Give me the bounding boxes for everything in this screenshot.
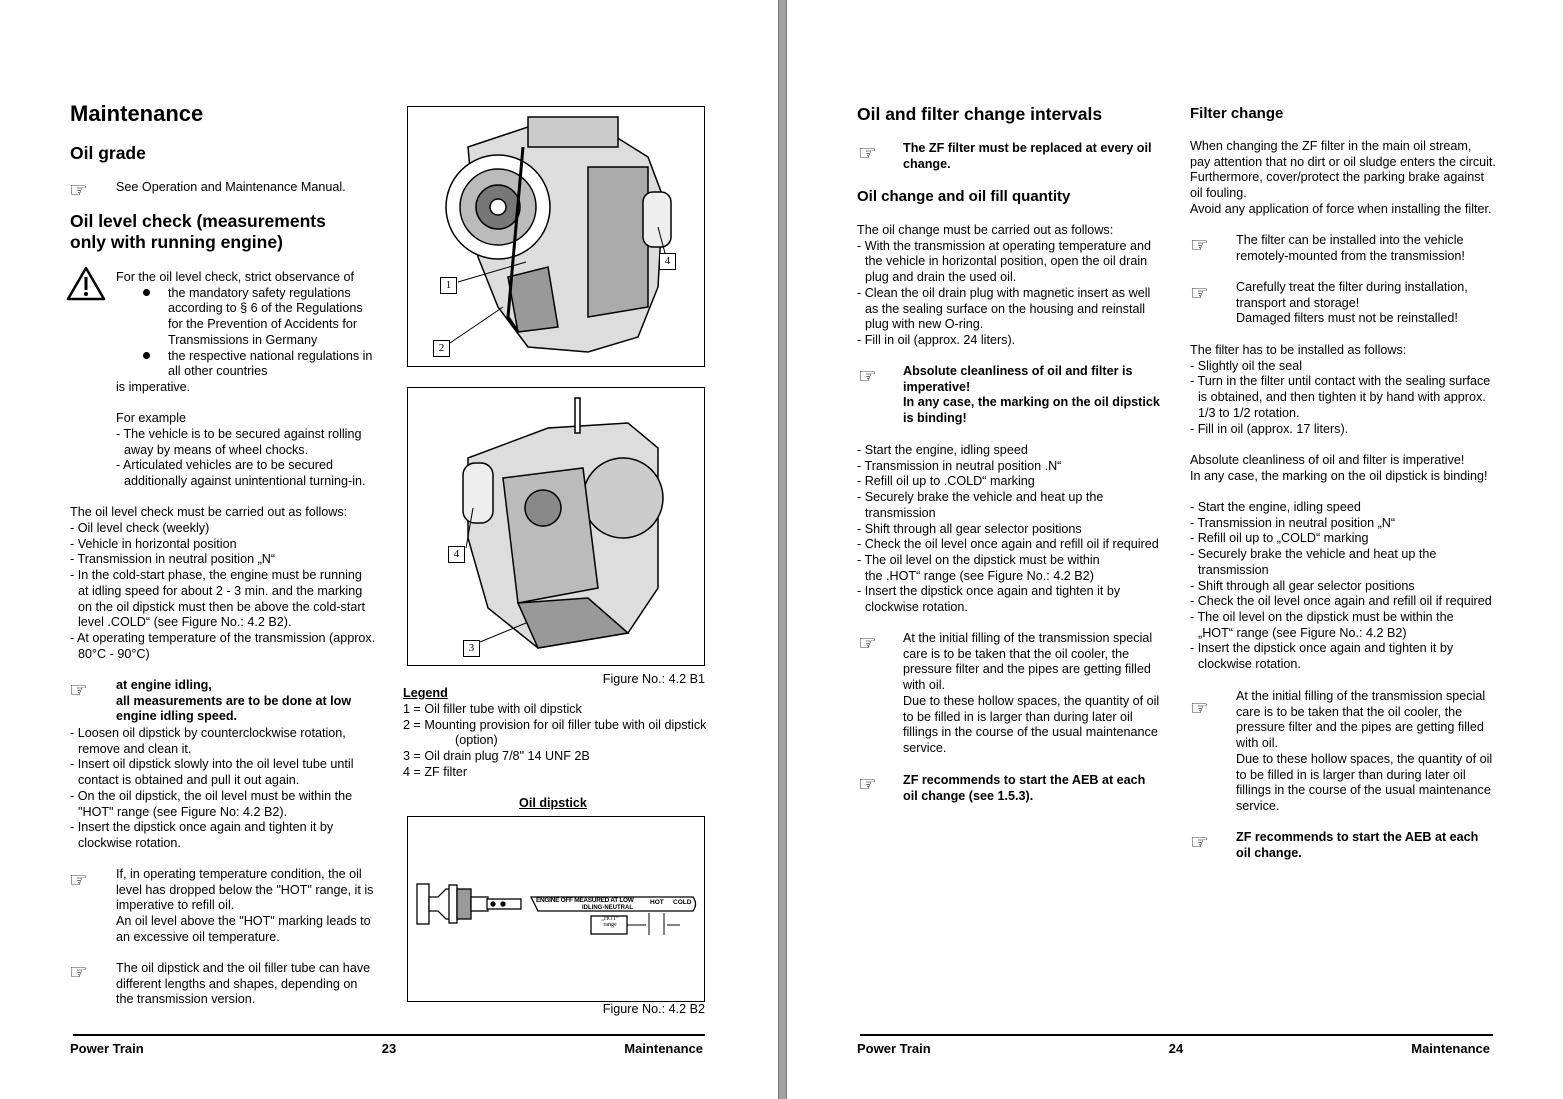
- text-line: The filter can be installed into the vehicle: [1236, 233, 1464, 247]
- transmission-drawing: [408, 107, 704, 366]
- list-item: [116, 458, 366, 489]
- list-item-line: - Oil level check (weekly): [70, 521, 210, 535]
- list-item-line: remove and clean it.: [78, 741, 192, 756]
- list-item-line: as the sealing surface on the housing and reinstall: [865, 301, 1146, 316]
- page-divider: [778, 0, 787, 1099]
- range-line-1: „HOT“: [601, 916, 619, 922]
- legend-title: Legend: [403, 686, 448, 700]
- footer-left: Power Train: [70, 1041, 144, 1056]
- text-line: Due to these hollow spaces, the quantity of oil: [1236, 751, 1493, 766]
- filter-aeb-note: [1236, 830, 1478, 861]
- list-item: [1190, 359, 1490, 375]
- list-item: [116, 427, 366, 458]
- list-item-line: - Check the oil level once again and refill oil if required: [857, 537, 1159, 552]
- list-item-line: - On the oil dipstick, the oil level must be within the: [70, 788, 353, 803]
- text-line: all measurements are to be done at low: [116, 693, 352, 708]
- bullet: [143, 289, 150, 296]
- list-item-line: away by means of wheel chocks.: [124, 442, 309, 457]
- callout-2: 2: [433, 340, 450, 357]
- list-item-line: level .COLD“ (see Figure No.: 4.2 B2).: [78, 615, 292, 630]
- text-line: ZF recommends to start the AEB at each: [1236, 830, 1479, 844]
- list-item-line: - Refill oil up to „COLD“ marking: [1190, 531, 1369, 546]
- list-item-line: - The vehicle is to be secured against rolling: [116, 427, 362, 441]
- text-line: At the initial filling of the transmission special: [903, 631, 1153, 645]
- list-item: [70, 726, 354, 757]
- list-item-line: - The oil level on the dipstick must be within: [857, 552, 1100, 567]
- list-item-line: clockwise rotation.: [78, 835, 181, 850]
- list-item-line: 2 = Mounting provision for oil filler tube with oil dipstick: [403, 717, 707, 732]
- page-number: 23: [381, 1041, 397, 1056]
- idle-note: [116, 678, 351, 725]
- list-item-line: - Fill in oil (approx. 24 liters).: [857, 332, 1016, 347]
- pointing-hand-icon: ☞: [1190, 830, 1209, 854]
- list-item: [70, 521, 375, 537]
- list-item-line: at idling speed for about 2 - 3 min. and the marking: [78, 583, 363, 598]
- pointing-hand-icon: ☞: [858, 631, 877, 655]
- transmission-figure-1: [407, 106, 705, 367]
- list-item-line: on the oil dipstick must then be above the cold-start: [78, 599, 366, 614]
- list-item: [403, 765, 706, 781]
- list-item: [857, 522, 1159, 538]
- list-item-line: - Check the oil level once again and refill oil if required: [1190, 594, 1492, 609]
- text-line: remotely-mounted from the transmission!: [1236, 248, 1465, 263]
- list-item-line: - Start the engine, idling speed: [1190, 500, 1361, 514]
- list-item-line: - Insert the dipstick once again and tighten it by: [1190, 641, 1454, 656]
- hot-note: [116, 867, 373, 946]
- list-item-line: - Insert oil dipstick slowly into the oil level tube until: [70, 757, 354, 772]
- text-line: When changing the ZF filter in the main oil stream,: [1190, 139, 1472, 153]
- list-item-line: transmission: [1198, 562, 1269, 577]
- pointing-hand-icon: ☞: [1190, 281, 1209, 305]
- text-line: fillings in the course of the usual maintenance: [1236, 783, 1491, 798]
- list-item: [1190, 422, 1490, 438]
- callout-4: 4: [659, 253, 676, 270]
- list-item-line: the .HOT“ range (see Figure No.: 4.2 B2): [865, 568, 1094, 583]
- text-line: service.: [903, 740, 947, 755]
- legend-list: [403, 702, 706, 781]
- text-line: Due to these hollow spaces, the quantity of oil: [903, 693, 1160, 708]
- text-line: pressure filter and the pipes are getting filled: [903, 662, 1151, 677]
- install-list: [1190, 359, 1490, 438]
- oil-change-steps: [857, 443, 1159, 616]
- list-item-line: 1/3 to 1/2 rotation.: [1198, 405, 1300, 420]
- list-item-line: clockwise rotation.: [865, 600, 968, 615]
- text-line: the transmission version.: [116, 992, 256, 1007]
- text-line: In any case, the marking on the oil dipstick: [903, 395, 1160, 410]
- list-item-line: - Shift through all gear selector positions: [857, 521, 1082, 536]
- list-item-line: - Clean the oil drain plug with magnetic insert as well: [857, 285, 1151, 300]
- transmission-drawing: [408, 388, 704, 665]
- list-item: [1190, 531, 1492, 547]
- list-item-line: - In the cold-start phase, the engine must be running: [70, 568, 362, 583]
- list-item: [1190, 374, 1490, 421]
- list-item-line: - Transmission in neutral position „N“: [70, 552, 276, 567]
- warning-intro: For the oil level check, strict observance of: [116, 270, 354, 284]
- text-line: oil change.: [1236, 845, 1302, 860]
- pointing-hand-icon: ☞: [69, 868, 88, 892]
- list-item: [1190, 500, 1492, 516]
- list-item-line: - The oil level on the dipstick must be within the: [1190, 609, 1454, 624]
- dipstick-label-1: ENGINE OFF MEASURED AT LOW: [536, 897, 634, 904]
- text-line: service.: [1236, 798, 1280, 813]
- list-item-line: - At operating temperature of the transmission (approx.: [70, 630, 376, 645]
- text-line: level has dropped below the "HOT" range, it is: [116, 882, 374, 897]
- list-item-line: 3 = Oil drain plug 7/8" 14 UNF 2B: [403, 749, 590, 764]
- procedure-list: [70, 521, 375, 662]
- text-line: oil change (see 1.5.3).: [903, 788, 1034, 803]
- text-line: engine idling speed.: [116, 709, 238, 724]
- footer-right: Maintenance: [624, 1041, 703, 1056]
- text-line: oil fouling.: [1190, 186, 1247, 201]
- pointing-hand-icon: ☞: [858, 141, 877, 165]
- list-item-line: is obtained, and then tighten it by hand with approx.: [1198, 390, 1486, 405]
- cold-marking: COLD: [673, 899, 692, 906]
- text-line: fillings in the course of the usual maintenance: [903, 725, 1158, 740]
- footer-rule: [73, 1034, 705, 1036]
- text-line: an excessive oil temperature.: [116, 929, 280, 944]
- list-item: [1190, 641, 1492, 672]
- text-line: Absolute cleanliness of oil and filter is: [903, 364, 1133, 378]
- warning-icon: [66, 266, 106, 302]
- filter-note-1: [1236, 233, 1465, 264]
- list-item-line: - With the transmission at operating temperature and: [857, 238, 1151, 253]
- filter-change-heading: Filter change: [1190, 105, 1284, 122]
- list-item: [403, 702, 706, 718]
- text-line: Avoid any application of force when installing the filter.: [1190, 201, 1492, 216]
- pointing-hand-icon: ☞: [69, 678, 88, 702]
- list-item-line: - Start the engine, idling speed: [857, 443, 1028, 457]
- list-item-line: - Vehicle in horizontal position: [70, 536, 237, 551]
- text-line: The ZF filter must be replaced at every oil: [903, 141, 1152, 155]
- footer-rule: [860, 1034, 1493, 1036]
- text-line: is binding!: [903, 411, 967, 426]
- list-item-line: - Securely brake the vehicle and heat up the: [857, 490, 1104, 505]
- list-item-line: - Shift through all gear selector positions: [1190, 578, 1415, 593]
- page-number: 24: [1168, 1041, 1184, 1056]
- text-line: An oil level above the "HOT" marking leads to: [116, 914, 371, 929]
- text-line: all other countries: [168, 364, 268, 379]
- page-title: Maintenance: [70, 101, 204, 126]
- filter-note-2: [1236, 280, 1468, 327]
- warning-bullet-1: [168, 286, 363, 349]
- install-intro: The filter has to be installed as follows:: [1190, 343, 1407, 357]
- dipstick-title: Oil dipstick: [519, 796, 587, 810]
- text-line: according to § 6 of the Regulations: [168, 301, 363, 316]
- oil-change-intro: The oil change must be carried out as follows:: [857, 223, 1114, 237]
- callout-1: 1: [440, 277, 457, 294]
- pointing-hand-icon: ☞: [69, 178, 88, 202]
- pointing-hand-icon: ☞: [858, 772, 877, 796]
- dipstick-label-2: IDLING-NEUTRAL: [582, 905, 633, 911]
- list-item: [1190, 579, 1492, 595]
- list-item-line: - Transmission in neutral position .N“: [857, 458, 1062, 473]
- list-item: [70, 820, 354, 851]
- oil-level-heading: [70, 211, 326, 253]
- callout-3: 3: [463, 640, 480, 657]
- list-item-line: plug and drain the used oil.: [865, 270, 1017, 285]
- bullet: [143, 352, 150, 359]
- aeb-note: [903, 773, 1145, 804]
- text-line: If, in operating temperature condition, the oil: [116, 867, 362, 881]
- list-item-line: - Fill in oil (approx. 17 liters).: [1190, 421, 1349, 436]
- fill-heading: Oil change and oil fill quantity: [857, 188, 1071, 205]
- list-item: [1190, 594, 1492, 610]
- list-item-line: - Transmission in neutral position „N“: [1190, 515, 1396, 530]
- list-item-line: 1 = Oil filler tube with oil dipstick: [403, 702, 582, 716]
- clean-note: [903, 364, 1160, 427]
- text-line: imperative!: [903, 379, 971, 394]
- initial-fill-note: [903, 631, 1159, 757]
- list-item: [857, 474, 1159, 490]
- list-item: [70, 789, 354, 820]
- list-item-line: additionally against unintentional turning-in.: [124, 474, 366, 489]
- text-line: at engine idling,: [116, 678, 212, 692]
- text-line: care is to be taken that the oil cooler, the: [903, 646, 1130, 661]
- text-line: change.: [903, 156, 951, 171]
- list-item: [70, 568, 375, 631]
- filter-clean-note: [1190, 453, 1488, 484]
- list-item-line: "HOT" range (see Figure No: 4.2 B2).: [78, 804, 288, 819]
- procedure-intro: The oil level check must be carried out as follows:: [70, 505, 348, 519]
- list-item: [857, 459, 1159, 475]
- list-item: [403, 749, 706, 765]
- text-line: the mandatory safety regulations: [168, 285, 351, 300]
- list-item-line: transmission: [865, 505, 936, 520]
- text-line: to be filled in is larger than during later oil: [903, 709, 1133, 724]
- list-item: [70, 552, 375, 568]
- list-item: [857, 333, 1151, 349]
- list-item: [403, 718, 706, 749]
- filter-initial-note: [1236, 689, 1492, 815]
- text-line: At the initial filling of the transmission special: [1236, 689, 1486, 703]
- text-line: for the Prevention of Accidents for: [168, 317, 358, 332]
- list-item: [857, 537, 1159, 553]
- list-item: [1190, 516, 1492, 532]
- list-item-line: - Insert the dipstick once again and tighten it by: [70, 820, 334, 835]
- dipstick-steps: [70, 726, 354, 852]
- list-item: [857, 443, 1159, 459]
- footer-left: Power Train: [857, 1041, 931, 1056]
- list-item-line: 4 = ZF filter: [403, 764, 468, 779]
- list-item: [1190, 610, 1492, 641]
- callout-4: 4: [448, 546, 465, 563]
- list-item-line: - Loosen oil dipstick by counterclockwise rotation,: [70, 726, 346, 740]
- figure-1-caption: Figure No.: 4.2 B1: [602, 672, 705, 686]
- range-line-2: range: [603, 922, 617, 928]
- text-line: with oil.: [1236, 736, 1278, 751]
- text-line: Transmissions in Germany: [168, 332, 318, 347]
- pointing-hand-icon: ☞: [858, 364, 877, 388]
- text-line: transport and storage!: [1236, 295, 1360, 310]
- list-item-line: the vehicle in horizontal position, open the oil drain: [865, 254, 1148, 269]
- text-line: ZF recommends to start the AEB at each: [903, 773, 1146, 787]
- text-line: imperative to refill oil.: [116, 898, 235, 913]
- text-line: Oil level check (measurements: [70, 211, 326, 231]
- list-item: [857, 553, 1159, 584]
- text-line: pay attention that no dirt or oil sludge enters the circuit.: [1190, 154, 1496, 169]
- pointing-hand-icon: ☞: [1190, 696, 1209, 720]
- list-item-line: - Securely brake the vehicle and heat up the: [1190, 547, 1437, 562]
- list-item-line: - Refill oil up to .COLD“ marking: [857, 474, 1035, 489]
- pointing-hand-icon: ☞: [69, 960, 88, 984]
- text-line: different lengths and shapes, depending on: [116, 976, 358, 991]
- text-line: pressure filter and the pipes are getting filled: [1236, 720, 1484, 735]
- dipstick-drawing: [408, 817, 704, 1001]
- text-line: the respective national regulations in: [168, 348, 373, 363]
- warning-outro: is imperative.: [116, 380, 191, 394]
- example-list: [116, 427, 366, 490]
- hot-range-label: [592, 916, 628, 928]
- text-line: care is to be taken that the oil cooler, the: [1236, 704, 1463, 719]
- oil-change-list: [857, 239, 1151, 349]
- hot-marking: HOT: [650, 899, 664, 906]
- text-line: Absolute cleanliness of oil and filter is imperative!: [1190, 453, 1465, 467]
- text-line: only with running engine): [70, 232, 283, 252]
- list-item-line: plug with new O-ring.: [865, 317, 984, 332]
- text-line: Furthermore, cover/protect the parking brake against: [1190, 170, 1484, 185]
- text-line: Carefully treat the filter during installation,: [1236, 280, 1468, 294]
- tube-note: [116, 961, 370, 1008]
- text-line: The oil dipstick and the oil filler tube can have: [116, 961, 371, 975]
- list-item: [857, 286, 1151, 333]
- list-item: [70, 757, 354, 788]
- footer-right: Maintenance: [1411, 1041, 1490, 1056]
- list-item-line: - Slightly oil the seal: [1190, 358, 1302, 373]
- intervals-heading: Oil and filter change intervals: [857, 104, 1103, 124]
- pointing-hand-icon: ☞: [1190, 233, 1209, 257]
- list-item: [70, 631, 375, 662]
- text-line: to be filled in is larger than during later oil: [1236, 767, 1466, 782]
- filter-note: [903, 141, 1151, 172]
- list-item-line: clockwise rotation.: [1198, 657, 1301, 672]
- list-item-line: „HOT“ range (see Figure No.: 4.2 B2): [1198, 625, 1407, 640]
- list-item: [1190, 547, 1492, 578]
- filter-steps: [1190, 500, 1492, 673]
- example-intro: For example: [116, 411, 186, 425]
- filter-change-intro: [1190, 139, 1496, 218]
- text-line: Damaged filters must not be reinstalled!: [1236, 311, 1458, 326]
- figure-2-caption: Figure No.: 4.2 B2: [602, 1002, 705, 1016]
- list-item: [857, 584, 1159, 615]
- oil-grade-note: See Operation and Maintenance Manual.: [116, 180, 346, 194]
- list-item-line: 80°C - 90°C): [78, 646, 150, 661]
- list-item-line: - Articulated vehicles are to be secured: [116, 458, 334, 473]
- transmission-figure-2: [407, 387, 705, 666]
- list-item-line: (option): [455, 733, 498, 748]
- list-item: [857, 239, 1151, 286]
- list-item: [70, 537, 375, 553]
- oil-grade-heading: Oil grade: [70, 143, 146, 163]
- text-line: In any case, the marking on the oil dipstick is binding!: [1190, 468, 1488, 483]
- list-item-line: contact is obtained and pull it out again.: [78, 773, 300, 788]
- warning-bullet-2: [168, 349, 372, 380]
- list-item-line: - Insert the dipstick once again and tighten it by: [857, 584, 1121, 599]
- list-item: [857, 490, 1159, 521]
- text-line: with oil.: [903, 678, 945, 693]
- list-item-line: - Turn in the filter until contact with the sealing surface: [1190, 374, 1491, 389]
- dipstick-figure: [407, 816, 705, 1002]
